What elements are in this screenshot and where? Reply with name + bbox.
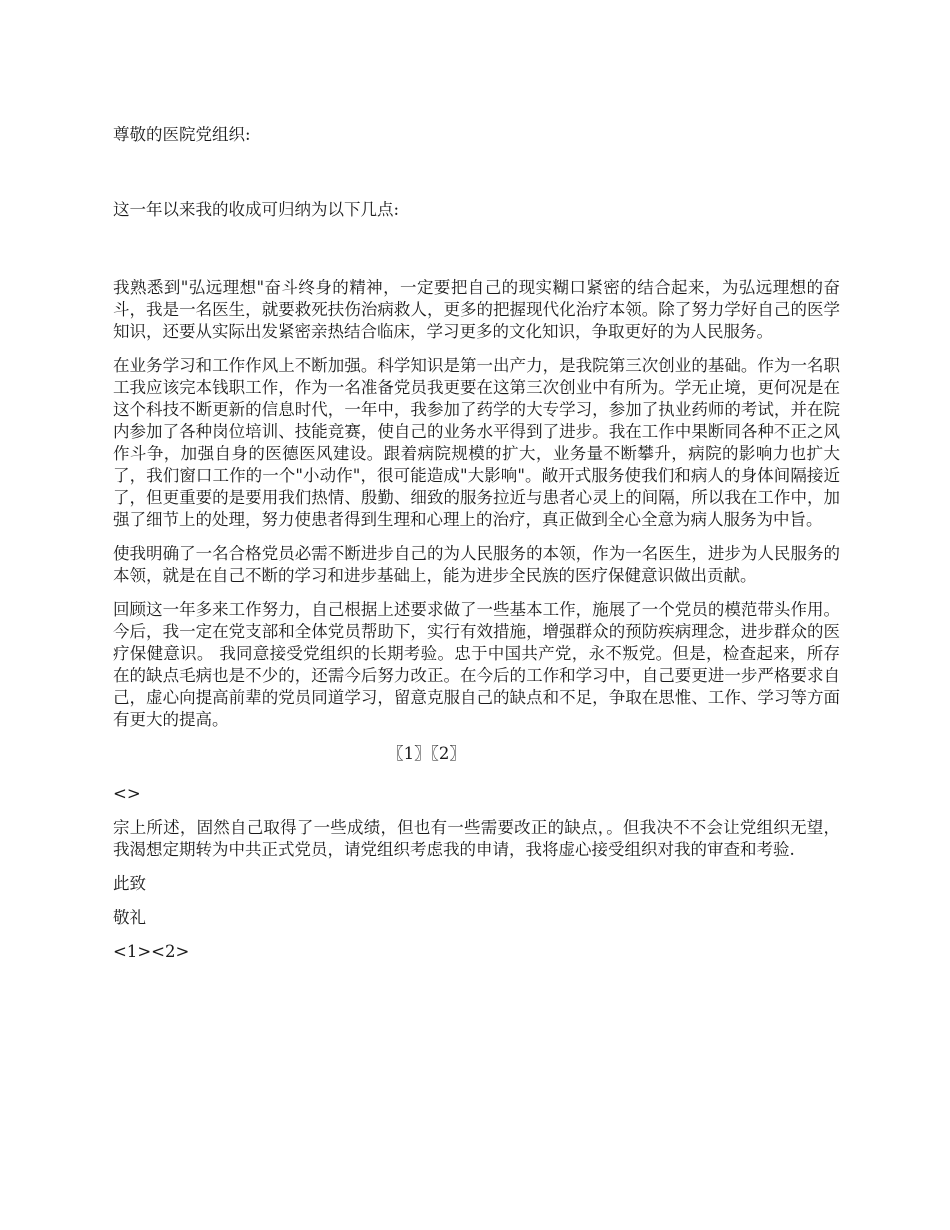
pagination-links	[113, 743, 840, 765]
paragraph-3: 使我明确了一名合格党员必需不断进步自己的为人民服务的本领，作为一名医生，进步为人民服务的本领，就是在自己不断的学习和进步基础上，能为进步全民族的医疗保健意识做出贡献。	[113, 544, 840, 585]
paragraph-2: 在业务学习和工作作风上不断加强。科学知识是第一出产力，是我院第三次创业的基础。作为一名职工我应该完本钱职工作，作为一名准备党员我更要在这第三次创业中有所为。学无止境，更何况是在这个科技不断更新的信息时代，一年中，我参加了药学的大专学习，参加了执业药师的考试，并在院内参加了各种岗位培训、技能竞赛，使自己的业务水平得到了进步。我在工作中果断同各种不正之风作斗争，加强自身的医德医风建设。跟着病院规模的扩大，业务量不断攀升，病院的影响力也扩大了，我们窗口工作的一个"小动作"，很可能造成"大影响"。敞开式服务使我们和病人的身体间隔接近了，但更重要的是要用我们热情、殷勤、细致的服务拉近与患者心灵上的间隔，所以我在工作中，加强了细节上的处理，努力使患者得到生理和心理上的治疗，真正做到全心全意为病人服务为中旨。	[113, 356, 840, 529]
empty-tag: <>	[113, 784, 141, 803]
bottom-page-links[interactable]: <1><2>	[113, 942, 190, 961]
letter-body	[113, 124, 840, 975]
closing-ci-zhi: 此致	[113, 874, 146, 893]
intro-line: 这一年以来我的收成可归纳为以下几点:	[113, 200, 400, 219]
paragraph-1: 我熟悉到"弘远理想"奋斗终身的精神，一定要把自己的现实糊口紧密的结合起来，为弘远理想的奋斗，我是一名医生，就要救死扶伤治病救人，更多的把握现代化治疗本领。除了努力学好自己的医学知识，还要从实际出发紧密亲热结合临床，学习更多的文化知识，争取更好的为人民服务。	[113, 278, 840, 341]
pagination-link-group[interactable]: 〖1〗〖2〗	[387, 744, 466, 763]
paragraph-4: 回顾这一年多来工作努力，自己根据上述要求做了一些基本工作，施展了一个党员的模范带头作用。今后，我一定在党支部和全体党员帮助下，实行有效措施，增强群众的预防疾病理念，进步群众的医疗保健意识。 我同意接受党组织的长期考验。忠于中国共产党，永不叛党。但是，检查起来，所存在的缺点毛病也是不少的，还需今后努力改正。在今后的工作和学习中，自己要更进一步严格要求自己，虚心向提高前辈的党员同道学习，留意克服自己的缺点和不足，争取在思惟、工作、学习等方面有更大的提高。	[113, 600, 840, 729]
conclusion-paragraph: 宗上所述，固然自己取得了一些成绩，但也有一些需要改正的缺点，。但我决不不会让党组织无望，我渴想定期转为中共正式党员，请党组织考虑我的申请，我将虚心接受组织对我的审查和考验.	[113, 818, 840, 859]
salutation: 尊敬的医院党组织:	[113, 125, 251, 144]
closing-jing-li: 敬礼	[113, 908, 146, 927]
